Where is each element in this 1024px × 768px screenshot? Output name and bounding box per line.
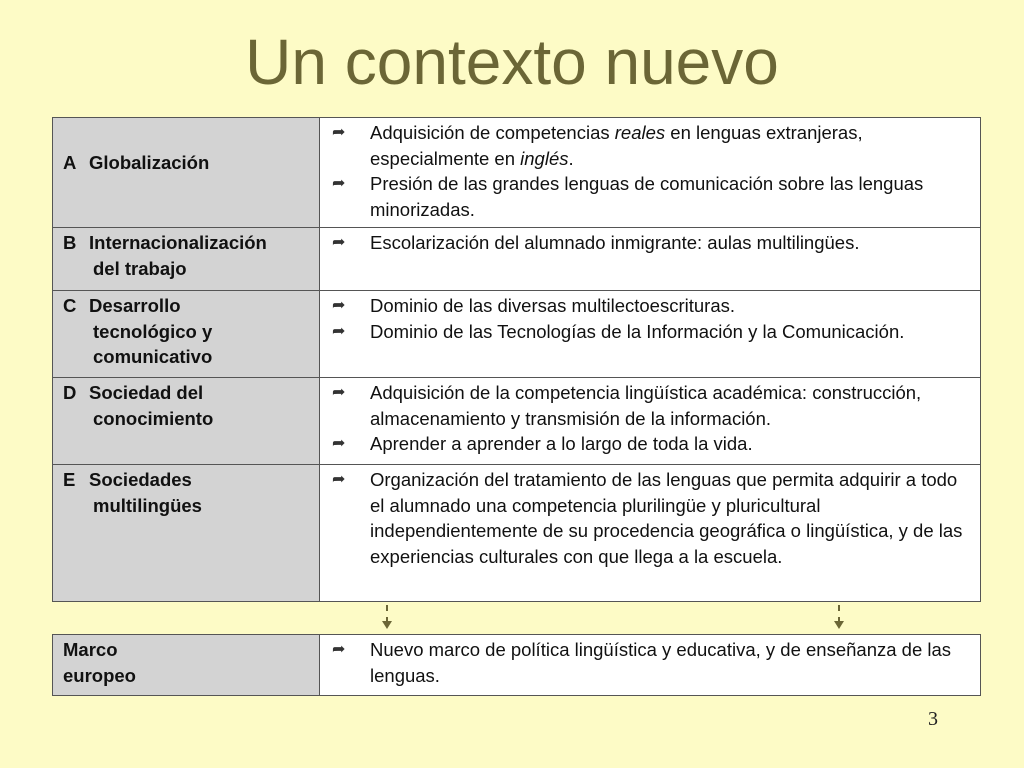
row-items	[320, 228, 981, 291]
row-label	[53, 118, 320, 228]
row-label	[53, 228, 320, 291]
row-items	[320, 465, 981, 602]
list-item	[332, 230, 974, 256]
row-label-text: del trabajo	[93, 257, 187, 279]
item-text: Presión de las grandes lenguas de comunicación sobre las lenguas minorizadas.	[370, 173, 924, 220]
row-label	[53, 465, 320, 602]
list-item	[332, 431, 974, 457]
row-letter: B	[63, 232, 77, 253]
list-item	[332, 319, 974, 345]
marco-items	[320, 635, 981, 696]
row-label-text: conocimiento	[93, 407, 214, 429]
arrow-bullet-icon: ➦	[332, 471, 346, 488]
row-items	[320, 378, 981, 465]
item-text: Adquisición de competencias reales en lenguas extranjeras, especialmente en inglés.	[370, 122, 863, 169]
row-letter: C	[63, 295, 77, 316]
item-text: Dominio de las Tecnologías de la Información y la Comunicación.	[370, 320, 905, 342]
table-row	[53, 378, 981, 465]
marco-label: Marco europeo	[53, 635, 320, 696]
arrow-bullet-icon: ➦	[332, 234, 346, 251]
slide-title: Un contexto nuevo	[245, 26, 779, 98]
arrow-bullet-icon: ➦	[332, 175, 346, 192]
row-items	[320, 291, 981, 378]
list-item	[332, 171, 974, 222]
item-text: Aprender a aprender a lo largo de toda la vida.	[370, 433, 753, 454]
row-label-text: tecnológico y	[93, 320, 213, 342]
row-label-text: multilingües	[93, 494, 202, 516]
item-text: Organización del tratamiento de las lenguas que permita adquirir a todo el alumnado una competencia plurilingüe y pluricultural independientemente de su procedencia geográfica o lingüística, y de las experiencias culturales con que llega a la escuela.	[370, 469, 963, 567]
arrow-bullet-icon: ➦	[332, 384, 346, 401]
table-row	[53, 291, 981, 378]
list-item	[332, 380, 974, 431]
table-row	[53, 228, 981, 291]
list-item	[332, 293, 974, 319]
list-item	[332, 467, 974, 569]
row-letter: D	[63, 382, 77, 403]
row-letter: A	[63, 152, 77, 173]
arrow-bullet-icon: ➦	[332, 641, 346, 658]
row-label-text: comunicativo	[93, 346, 213, 367]
item-text: Dominio de las diversas multilectoescrituras.	[370, 295, 735, 316]
row-label	[53, 378, 320, 465]
table-row	[53, 465, 981, 602]
dashed-arrow-icon	[382, 621, 392, 629]
row-label-text: Globalización	[89, 152, 210, 173]
row-label-text: Internacionalización	[89, 232, 267, 253]
row-label-text: Desarrollo	[89, 295, 181, 316]
row-label-text: Sociedades	[89, 469, 192, 490]
item-text: Adquisición de la competencia lingüística académica: construcción, almacenamiento y transmisión de la información.	[370, 382, 922, 429]
item-text: Escolarización del alumnado inmigrante: aulas multilingües.	[370, 232, 860, 253]
page-number: 3	[928, 708, 938, 730]
list-item: ➦ Nuevo marco de política lingüística y educativa, y de enseñanza de las lenguas.	[332, 639, 952, 686]
row-letter: E	[63, 469, 76, 490]
context-table	[52, 117, 981, 602]
arrow-bullet-icon: ➦	[332, 297, 346, 314]
arrow-bullet-icon: ➦	[332, 124, 346, 141]
marco-table	[52, 634, 981, 696]
table-row	[53, 118, 981, 228]
row-items	[320, 118, 981, 228]
row-label-text: Sociedad del	[89, 382, 204, 403]
dashed-arrow-icon	[834, 621, 844, 629]
row-label	[53, 291, 320, 378]
marco-row	[53, 635, 981, 696]
arrow-bullet-icon: ➦	[332, 322, 346, 340]
list-item	[332, 120, 974, 171]
arrow-bullet-icon: ➦	[332, 435, 346, 452]
